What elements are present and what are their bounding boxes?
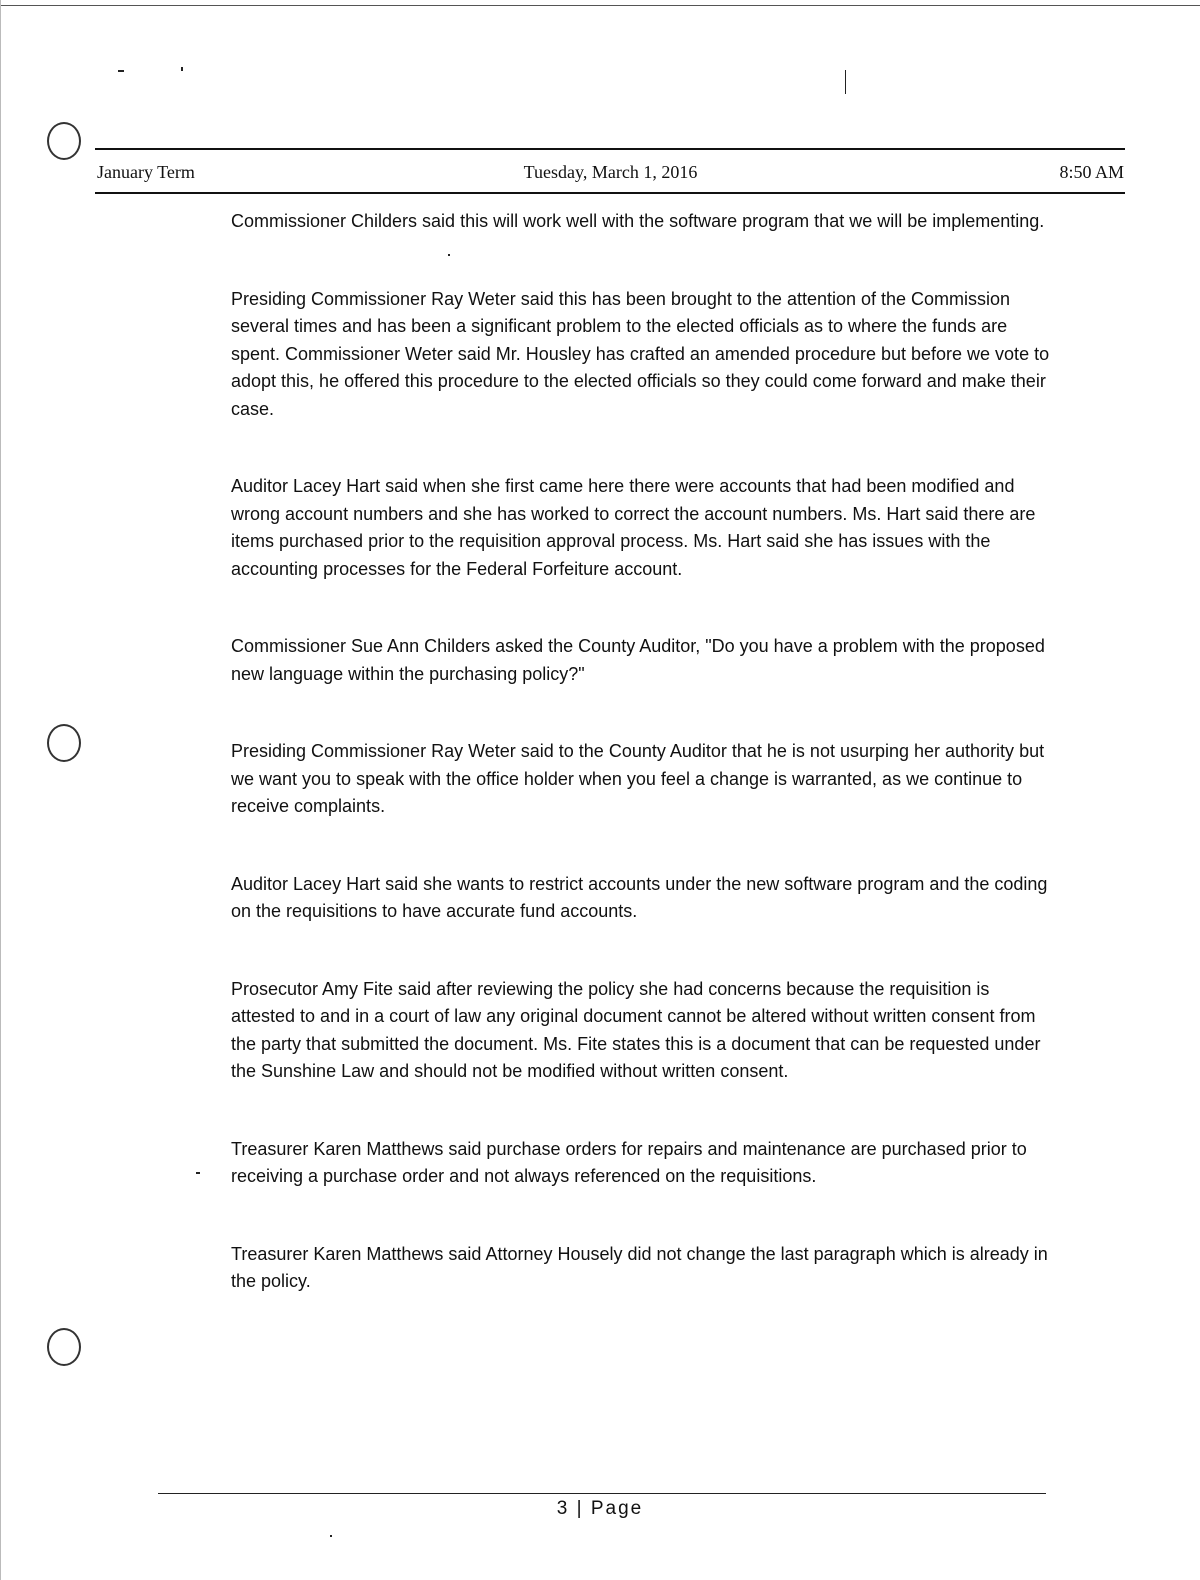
- header-rule-bottom: [95, 192, 1125, 194]
- scan-top-edge: [0, 5, 1200, 6]
- footer-rule: [158, 1493, 1046, 1494]
- paragraph: Treasurer Karen Matthews said Attorney Housely did not change the last paragraph which is already in the policy.: [231, 1243, 1048, 1291]
- header-rule-top: [95, 148, 1125, 150]
- binder-hole-bottom: [47, 1328, 81, 1366]
- scan-speck: [330, 1535, 332, 1537]
- page-number: 3 | Page: [556, 1498, 644, 1519]
- scan-left-edge: [0, 0, 1, 1580]
- term-label: January Term: [97, 162, 195, 182]
- paragraph: Commissioner Sue Ann Childers asked the County Auditor, "Do you have a problem with the proposed new language within the purchasing policy?": [231, 636, 1045, 684]
- minutes-body: [231, 208, 1051, 1346]
- meeting-date: Tuesday, March 1, 2016: [523, 162, 698, 182]
- page-header: [97, 158, 1124, 186]
- meeting-time: 8:50 AM: [1059, 162, 1124, 182]
- binder-hole-top: [47, 122, 81, 160]
- scan-speck: [118, 70, 124, 72]
- scan-speck: [181, 67, 183, 71]
- paragraph: Prosecutor Amy Fite said after reviewing the policy she had concerns because the requisition is attested to and in a court of law any original document cannot be altered without written consent from the party that submitted the document. Ms. Fite states this is a document that can be requested under the Sunshine Law and should not be modified without written consent.: [231, 978, 1041, 1081]
- binder-hole-middle: [47, 724, 81, 762]
- paragraph: Auditor Lacey Hart said when she first came here there were accounts that had been modified and wrong account numbers and she has worked to correct the account numbers. Ms. Hart said there are items purchased prior to the requisition approval process. Ms. Hart said she has issues with the accounting processes for the Federal Forfeiture account.: [231, 476, 1036, 579]
- scan-speck: [196, 1172, 200, 1174]
- scan-speck: [845, 70, 846, 94]
- paragraph: Presiding Commissioner Ray Weter said to the County Auditor that he is not usurping her authority but we want you to speak with the office holder when you feel a change is warranted, as we continue to receive complaints.: [231, 741, 1045, 816]
- paragraph: Auditor Lacey Hart said she wants to restrict accounts under the new software program and the coding on the requisitions to have accurate fund accounts.: [231, 873, 1048, 921]
- paragraph: Presiding Commissioner Ray Weter said this has been brought to the attention of the Commission several times and has been a significant problem to the elected officials as to where the funds are spent. Commissioner Weter said Mr. Housley has crafted an amended procedure but before we vote to adopt this, he offered this procedure to the elected officials so they could come forward and make their case.: [231, 288, 1050, 419]
- paragraph: Treasurer Karen Matthews said purchase orders for repairs and maintenance are purchased prior to receiving a purchase order and not always referenced on the requisitions.: [231, 1138, 1027, 1186]
- paragraph: Commissioner Childers said this will work well with the software program that we will be implementing.: [231, 211, 1045, 231]
